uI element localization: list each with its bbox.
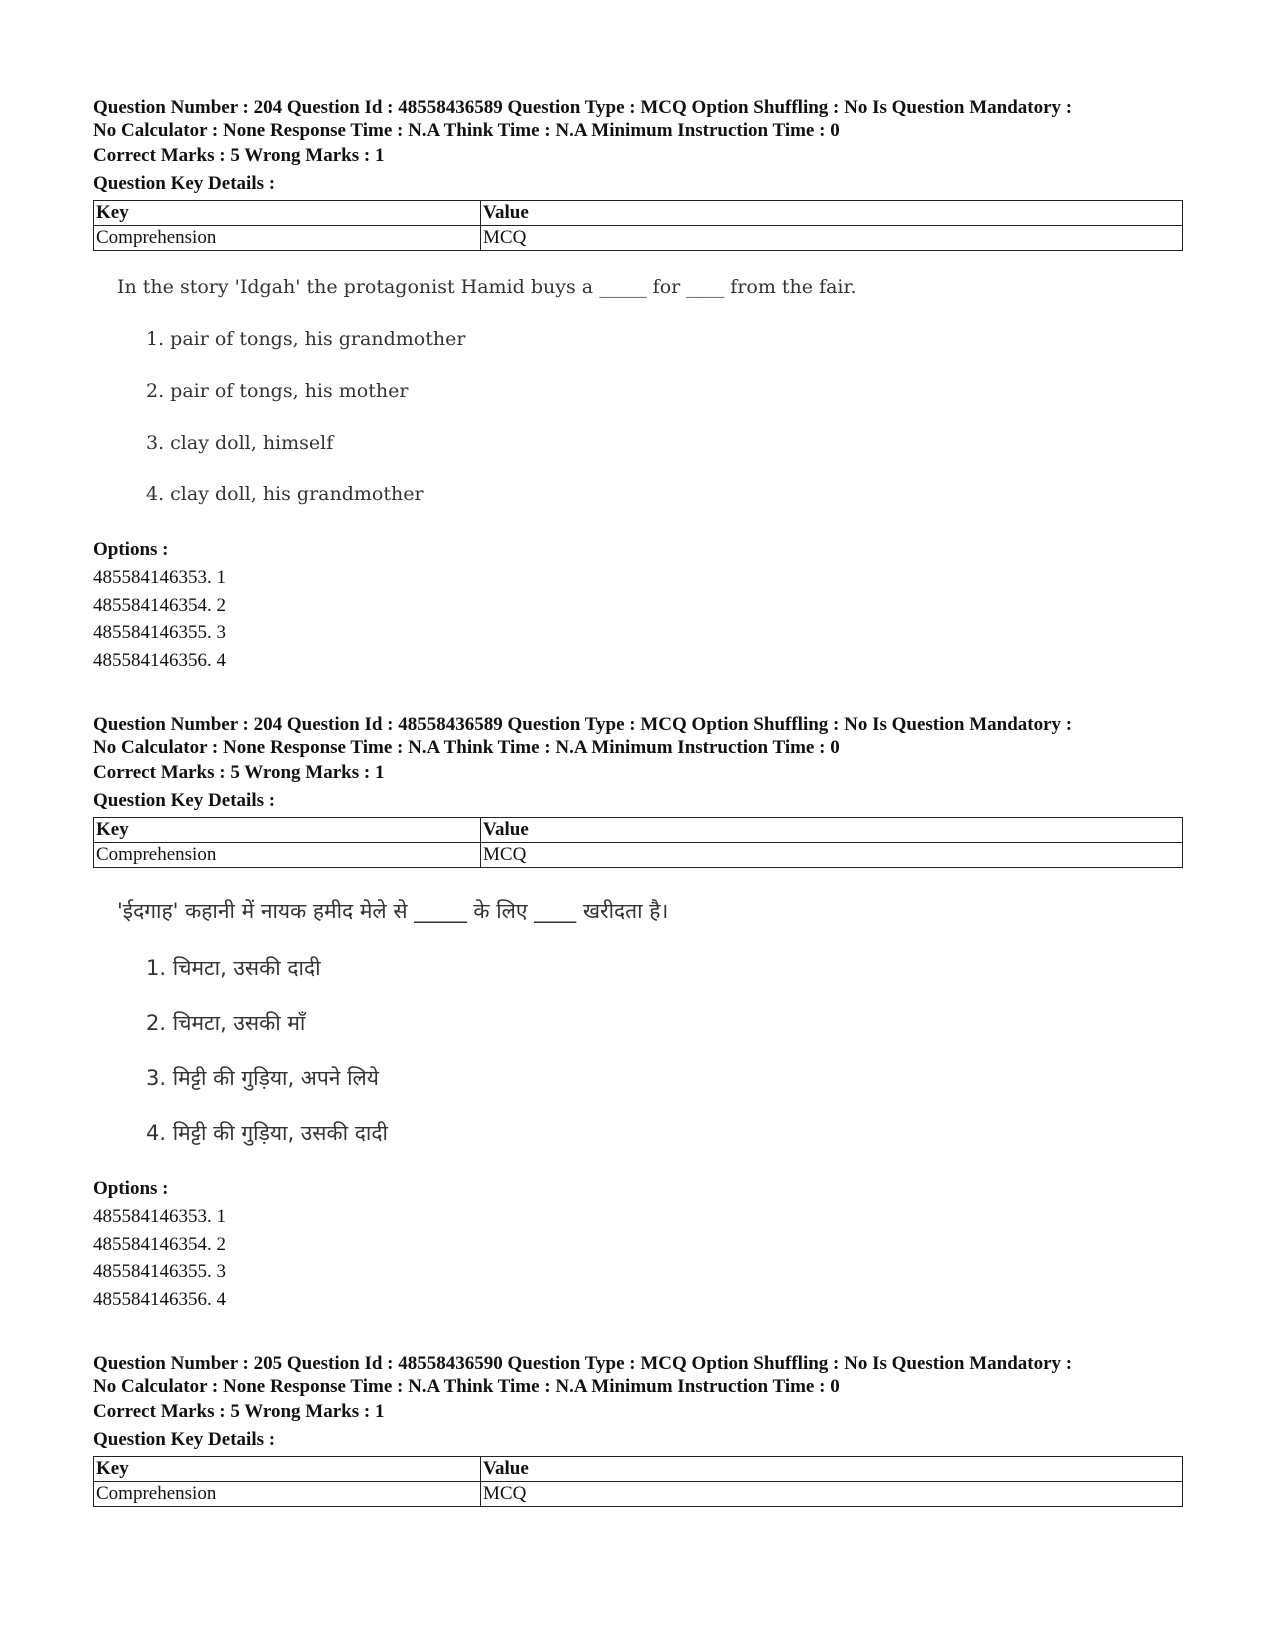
option-item: 485584146355. 3 (93, 622, 226, 643)
question-header-line-1: Question Number : 205 Question Id : 48558436590 Question Type : MCQ Option Shuffling : No Is Question Mandatory : (93, 1353, 1073, 1374)
table-header-value: Value (481, 818, 1183, 843)
question-block-1 (93, 96, 1183, 671)
question-header-line-2: No Calculator : None Response Time : N.A Think Time : N.A Minimum Instruction Time : 0 (93, 120, 840, 141)
key-details-label: Question Key Details : (93, 1429, 276, 1450)
options-label: Options : (93, 539, 169, 560)
choice-item: 2. चिमटा, उसकी माँ (146, 1011, 306, 1035)
question-block-3 (93, 1352, 1183, 1507)
choice-item: 1. चिमटा, उसकी दादी (146, 956, 321, 980)
choice-item: 4. clay doll, his grandmother (146, 483, 424, 505)
question-text: 'ईदगाह' कहानी में नायक हमीद मेले से _____ के लिए ____ खरीदता है। (117, 899, 669, 923)
table-cell-value: MCQ (481, 843, 1183, 868)
table-cell-key: Comprehension (94, 226, 481, 251)
key-details-table (93, 817, 1183, 868)
choice-item: 3. clay doll, himself (146, 432, 334, 454)
question-header-line-2: No Calculator : None Response Time : N.A Think Time : N.A Minimum Instruction Time : 0 (93, 737, 840, 758)
table-header-row (94, 201, 1183, 226)
question-text: In the story 'Idgah' the protagonist Hamid buys a _____ for ____ from the fair. (117, 276, 857, 298)
key-details-label: Question Key Details : (93, 790, 276, 811)
option-item: 485584146355. 3 (93, 1261, 226, 1282)
table-row (94, 843, 1183, 868)
options-section (93, 536, 226, 674)
table-cell-key: Comprehension (94, 1482, 481, 1507)
table-cell-key: Comprehension (94, 843, 481, 868)
option-item: 485584146353. 1 (93, 567, 226, 588)
options-section (93, 1175, 226, 1313)
table-header-key: Key (94, 818, 481, 843)
table-header-value: Value (481, 201, 1183, 226)
table-header-key: Key (94, 201, 481, 226)
table-header-value: Value (481, 1457, 1183, 1482)
option-item: 485584146356. 4 (93, 1288, 226, 1310)
option-item: 485584146354. 2 (93, 1233, 226, 1255)
marks-line: Correct Marks : 5 Wrong Marks : 1 (93, 762, 385, 783)
choice-item: 1. pair of tongs, his grandmother (146, 328, 466, 350)
key-details-table (93, 1456, 1183, 1507)
option-item: 485584146356. 4 (93, 649, 226, 671)
option-item: 485584146353. 1 (93, 1206, 226, 1227)
choice-item: 4. मिट्टी की गुड़िया, उसकी दादी (146, 1121, 388, 1145)
table-header-row (94, 818, 1183, 843)
option-item: 485584146354. 2 (93, 594, 226, 616)
question-header-line-1: Question Number : 204 Question Id : 48558436589 Question Type : MCQ Option Shuffling : No Is Question Mandatory : (93, 714, 1073, 735)
question-header-line-1: Question Number : 204 Question Id : 48558436589 Question Type : MCQ Option Shuffling : No Is Question Mandatory : (93, 97, 1073, 118)
marks-line: Correct Marks : 5 Wrong Marks : 1 (93, 145, 385, 166)
options-label: Options : (93, 1178, 169, 1199)
table-header-key: Key (94, 1457, 481, 1482)
table-row (94, 1482, 1183, 1507)
marks-line: Correct Marks : 5 Wrong Marks : 1 (93, 1401, 385, 1422)
table-row (94, 226, 1183, 251)
key-details-table (93, 200, 1183, 251)
table-cell-value: MCQ (481, 1482, 1183, 1507)
table-header-row (94, 1457, 1183, 1482)
question-header-line-2: No Calculator : None Response Time : N.A Think Time : N.A Minimum Instruction Time : 0 (93, 1376, 840, 1397)
choice-item: 3. मिट्टी की गुड़िया, अपने लिये (146, 1066, 379, 1090)
choice-item: 2. pair of tongs, his mother (146, 380, 409, 402)
key-details-label: Question Key Details : (93, 173, 276, 194)
question-block-2 (93, 713, 1183, 1310)
table-cell-value: MCQ (481, 226, 1183, 251)
